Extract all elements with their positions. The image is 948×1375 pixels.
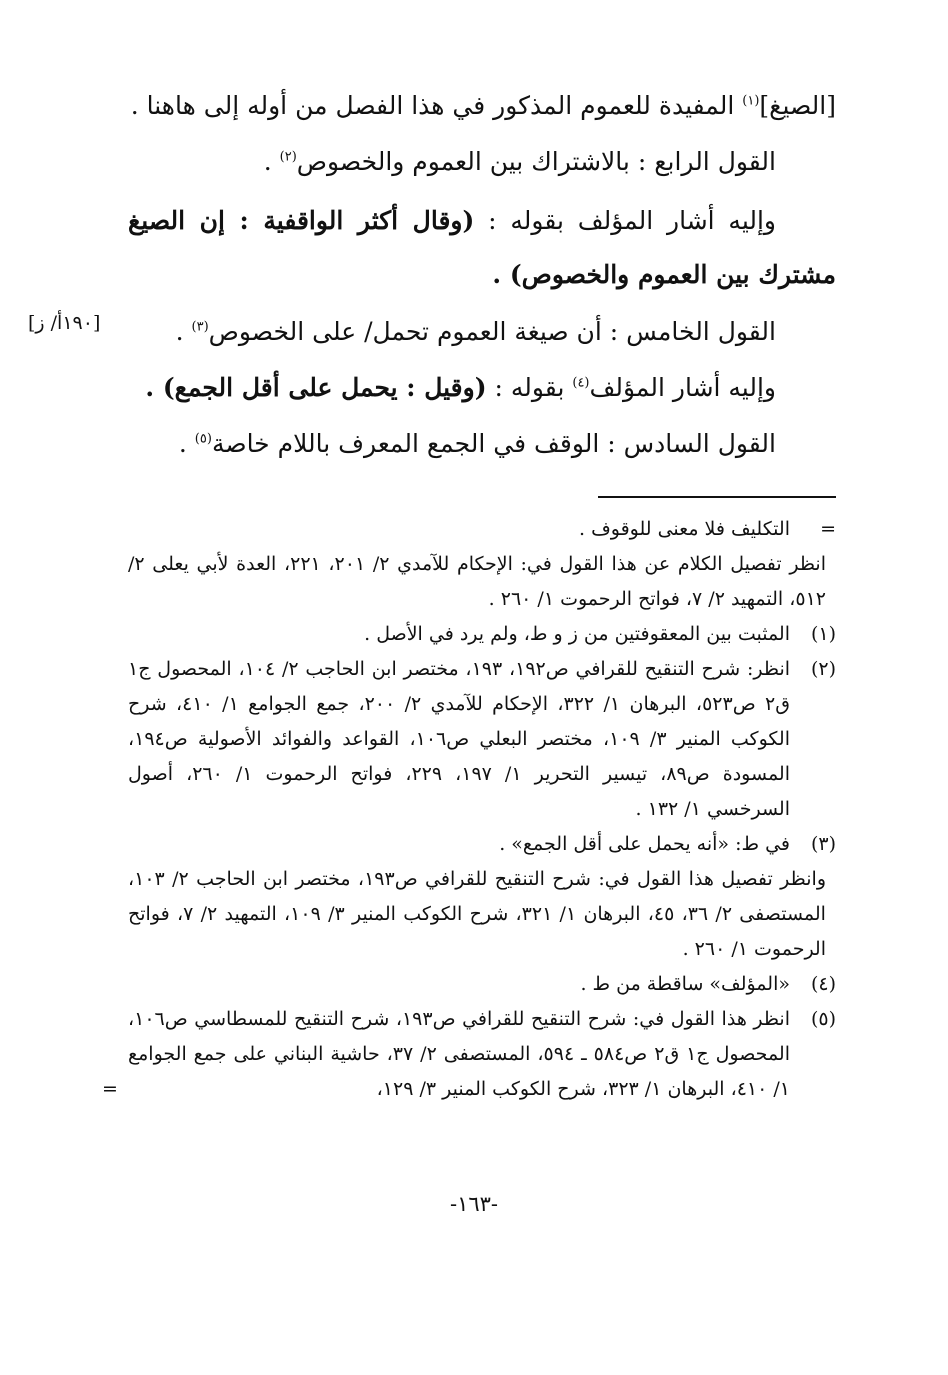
paragraph: وإليه أشار المؤلف بقوله : (وقال أكثر الواقفية : إن الصيغ مشترك بين العموم والخصوص) . — [128, 206, 836, 289]
footnote-4: (٤) «المؤلف» ساقطة من ط . — [128, 967, 836, 1002]
footnote-1: (١) المثبت بين المعقوفتين من ز و ط، ولم يرد في الأصل . — [128, 617, 836, 652]
footnote-3-continued: وانظر تفصيل هذا القول في: شرح التنقيح للقرافي ص١٩٣، مختصر ابن الحاجب ٢/ ١٠٣، المستصفى ٢/ ٣٦، ٤٥، البرهان ١/ ٣٢١، شرح الكوكب المنير ٣/ ١٠٩، التمهيد ٢/ ٧، فواتح الرحموت ١/ ٢٦٠ . — [128, 868, 826, 960]
paragraph: القول الرابع : بالاشتراك بين العموم والخصوص$^{(٢)}$ . — [263, 147, 776, 176]
footnote-continuation: = التكليف فلا معنى للوقوف . — [128, 512, 836, 547]
footnote-number: (٢) — [810, 658, 836, 680]
page-number: -١٦٣- — [449, 1192, 499, 1216]
main-text — [128, 78, 836, 472]
footnote-ref[interactable]: (٣) — [191, 319, 209, 335]
footnote-number: (٤) — [810, 973, 836, 995]
footnote-ref[interactable]: (٢) — [279, 149, 297, 165]
paragraph: [الصيغ]$^{(١)}$ المفيدة للعموم المذكور في هذا الفصل من أوله إلى هاهنا . — [130, 91, 836, 120]
footnote-ref[interactable]: (٤) — [572, 375, 590, 391]
paragraph: القول الخامس : أن صيغة العموم تحمل/ على الخصوص$^{(٣)}$ . — [175, 317, 776, 346]
footnote-number: (٥) — [810, 1008, 836, 1030]
footnote-number: (٣) — [810, 833, 836, 855]
continuation-marker: = — [102, 1078, 118, 1100]
footnote-continuation-reference: انظر تفصيل الكلام عن هذا القول في: الإحكام للآمدي ٢/ ٢٠١، ٢٢١، العدة لأبي يعلى ٢/ ٥١٢، التمهيد ٢/ ٧، فواتح الرحموت ١/ ٢٦٠ . — [128, 553, 826, 610]
footnote-ref[interactable]: (١) — [742, 93, 760, 109]
footnote-5: (٥) انظر هذا القول في: شرح التنقيح للقرافي ص١٩٣، شرح التنقيح للمسطاسي ص١٠٦، المحصول ج١ ق٢ ص٥٨٤ ـ ٥٩٤، المستصفى ٢/ ٣٧، حاشية البناني على جمع الجوامع ١/ ٤١٠، البرهان ١/ ٣٢٣، شرح الكوكب المنير ٣/ ١٢٩، = — [128, 1002, 836, 1107]
quoted-text: (وقال أكثر الواقفية : إن الصيغ مشترك بين العموم والخصوص) . — [128, 206, 836, 289]
footnote-separator — [598, 496, 836, 498]
paragraph: القول السادس : الوقف في الجمع المعرف باللام خاصة$^{(٥)}$ . — [178, 429, 776, 458]
quoted-text: (وقيل : يحمل على أقل الجمع) . — [145, 373, 487, 402]
footnote-number: (١) — [810, 623, 836, 645]
footnote-ref[interactable]: (٥) — [194, 431, 212, 447]
footnotes — [102, 512, 836, 1107]
footnote-3: (٣) في ط: «أنه يحمل على أقل الجمع» . — [128, 827, 836, 862]
margin-folio-reference: [١٩٠أ/ ز] — [28, 312, 101, 334]
footnote-2: (٢) انظر: شرح التنقيح للقرافي ص١٩٢، ١٩٣، مختصر ابن الحاجب ٢/ ١٠٤، المحصول ج١ ق٢ ص٥٢٣، البرهان ١/ ٣٢٢، الإحكام للآمدي ٢/ ٢٠٠، جمع الجوامع ١/ ٤١٠، شرح الكوكب المنير ٣/ ١٠٩، مختصر البعلي ص١٠٦، القواعد والفوائد الأصولية ص١٩٤، المسودة ص٨٩، تيسير التحرير ١/ ١٩٧، ٢٢٩، فواتح الرحموت ١/ ٢٦٠، أصول السرخسي ١/ ١٣٢ . — [128, 652, 836, 827]
continuation-marker: = — [820, 518, 836, 540]
paragraph: وإليه أشار المؤلف$^{(٤)}$ بقوله : (وقيل : يحمل على أقل الجمع) . — [145, 373, 776, 402]
